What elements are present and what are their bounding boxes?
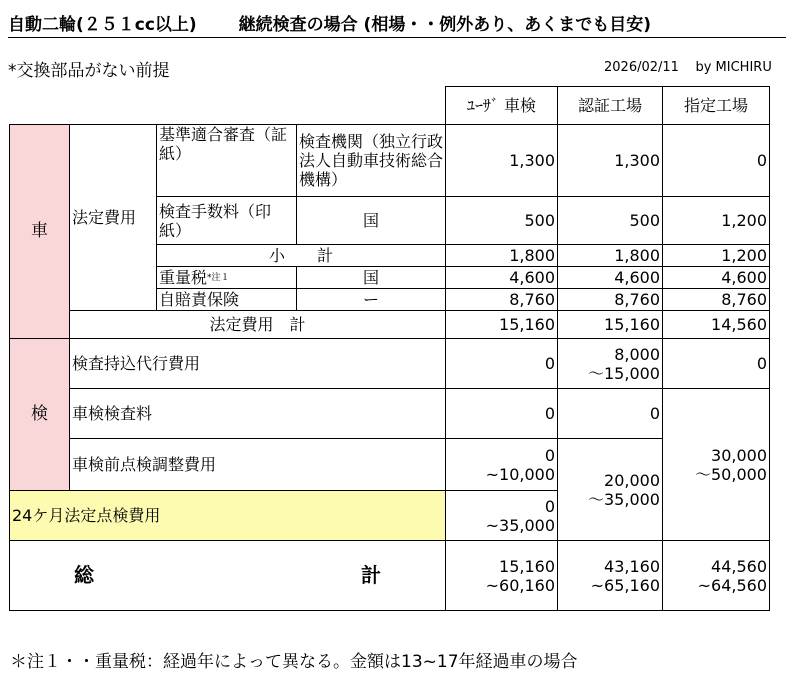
cell-value-line: ~65,160 [590,575,660,595]
cell-value: 0 [446,339,558,389]
cell-value [663,541,770,611]
side-label-sha: 車 [10,125,70,339]
note-top: *交換部品がない前提 [8,61,170,81]
table-row [10,389,770,439]
header-row [10,87,770,125]
kuni-label: 国 [297,267,446,289]
cell-value-line: 43,160 [604,556,660,576]
cell-value: 1,300 [446,125,558,197]
pre-inspection-label: 車検前点検調整費用 [70,439,446,491]
table-row [10,125,770,197]
total-label-right: 計 [361,563,381,587]
cell-value [558,541,663,611]
periodic-24-label: 24ケ月法定点検費用 [10,491,446,541]
total-row [10,541,770,611]
cell-value: 1,800 [446,245,558,267]
subtotal-label: 小 計 [157,245,446,267]
cell-value: 4,600 [558,267,663,289]
cell-value [446,439,558,491]
weight-tax-label [157,267,297,289]
cell-value-line: ~35,000 [485,515,555,535]
cell-value-line: ～15,000 [588,363,660,383]
cost-table [9,86,770,611]
kuni-label: 国 [297,197,446,245]
cell-value-line: 30,000 [711,445,767,465]
cell-value-line: ～35,000 [588,489,660,509]
inspection-charge-label: 車検検査料 [70,389,446,439]
cell-value: 1,200 [663,197,770,245]
std-review-label: 基準適合審査（証紙） [157,125,297,197]
cell-value: 0 [663,125,770,197]
table-row [10,439,770,491]
date-author [604,60,772,75]
cell-value-line: ～50,000 [695,464,767,484]
col-designated-factory: 指定工場 [663,87,770,125]
col-user-shaken: ﾕｰｻﾞ 車検 [446,87,558,125]
cell-value-line: ~60,160 [485,575,555,595]
dash-label: ー [297,289,446,311]
insurance-label: 自賠責保険 [157,289,297,311]
table-row [10,339,770,389]
cell-value: 8,760 [558,289,663,311]
cell-value: 0 [446,389,558,439]
cell-value: 0 [663,339,770,389]
statutory-total-label: 法定費用 計 [70,311,446,339]
footer-note: ＊注１・・重量税：経過年によって異なる。金額は13~17年経過車の場合 [10,652,578,672]
author: by MICHIRU [695,60,772,75]
cell-value: 0 [558,389,663,439]
cell-value [446,541,558,611]
cell-value: 500 [558,197,663,245]
col-certified-factory: 認証工場 [558,87,663,125]
table-row [10,311,770,339]
proxy-label: 検査持込代行費用 [70,339,446,389]
cell-value-line: 0 [544,496,555,516]
page-title [8,10,786,38]
cell-value: 4,600 [446,267,558,289]
cell-value [558,339,663,389]
side-label-ken: 検 [10,339,70,491]
cell-value: 14,560 [663,311,770,339]
weight-tax-text: 重量税 [159,267,208,287]
maintenance-designated [663,389,770,541]
inspection-org-label: 検査機関（独立行政法人自動車技術総合機構） [297,125,446,197]
weight-tax-note: *注１ [207,272,230,283]
date: 2026/02/11 [604,60,679,75]
cell-value-line: 20,000 [604,470,660,490]
title-sub: 継続検査の場合 (相場・・例外あり、あくまでも目安) [238,15,652,35]
cell-value-line: 44,560 [711,556,767,576]
total-label [10,541,446,611]
cell-value-line: 0 [544,445,555,465]
cell-value: 1,200 [663,245,770,267]
cell-value: 4,600 [663,267,770,289]
cell-value: 8,760 [663,289,770,311]
cell-value: 1,800 [558,245,663,267]
cell-value: 15,160 [446,311,558,339]
statutory-fees-label: 法定費用 [70,125,157,311]
cell-value-line: ~64,560 [697,575,767,595]
total-label-left: 総 [74,563,94,587]
inspection-fee-label: 検査手数料（印紙） [157,197,297,245]
cell-value: 500 [446,197,558,245]
maintenance-certified [558,439,663,541]
title-main: 自動二輪(２５１cc以上) [8,15,197,35]
cell-value [446,491,558,541]
cell-value: 15,160 [558,311,663,339]
cell-value-line: 15,160 [499,556,555,576]
cell-value: 1,300 [558,125,663,197]
cell-value: 8,760 [446,289,558,311]
cell-value-line: 8,000 [614,344,660,364]
cell-value-line: ~10,000 [485,464,555,484]
